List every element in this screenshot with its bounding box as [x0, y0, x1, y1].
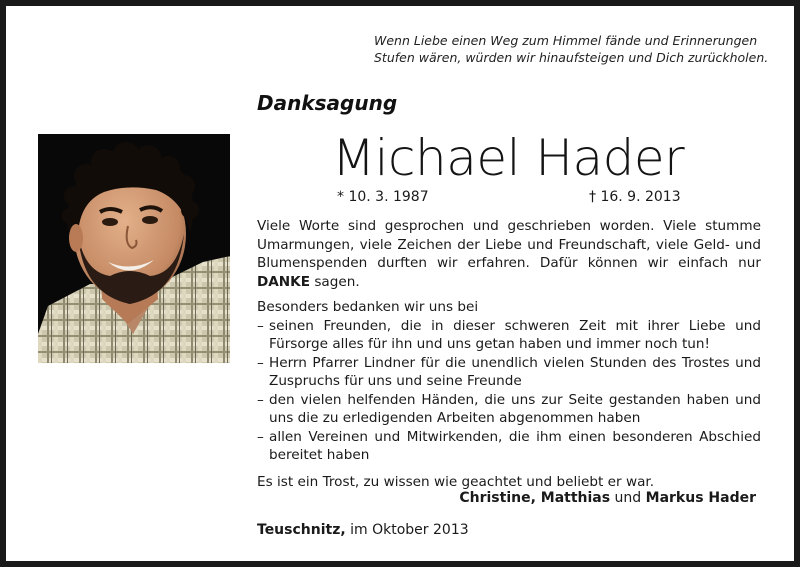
- intro-emphasis: DANKE: [257, 273, 311, 290]
- motto-line-1: Wenn Liebe einen Weg zum Himmel fände und Erinnerungen: [374, 33, 758, 48]
- motto-quote: [374, 32, 774, 66]
- thanks-item: – Herrn Pfarrer Lindner für die unendlich vielen Stunden des Trostes und Zuspruchs für uns und seine Freunde: [257, 354, 761, 391]
- birth-date: * 10. 3. 1987: [337, 189, 429, 205]
- thank-you-text: [257, 217, 761, 491]
- closing-sentence: Es ist ein Trost, zu wissen wie geachtet und beliebt er war.: [257, 473, 655, 490]
- portrait-photo: [38, 134, 230, 363]
- intro-paragraph: [257, 217, 761, 291]
- signature-names: Christine, Matthias: [459, 490, 611, 506]
- motto-line-2: Stufen wären, würden wir hinaufsteigen und Dich zurückholen.: [374, 50, 769, 65]
- thanks-intro: Besonders bedanken wir uns bei: [257, 299, 479, 315]
- place: Teuschnitz,: [257, 522, 346, 538]
- signature-last: Markus Hader: [645, 490, 756, 506]
- signature-joiner: und: [610, 490, 646, 506]
- intro-text: Viele Worte sind gesprochen und geschrieben worden. Viele stumme Umarmungen, viele Zeichen der Liebe und Freundschaft, viele Geld- und Blumenspenden durften wir erfahren. Dafür können wir einfach nur: [257, 218, 761, 271]
- date: im Oktober 2013: [345, 522, 469, 538]
- thanks-item: – seinen Freunden, die in dieser schweren Zeit mit ihrer Liebe und Fürsorge alles für ihn und uns getan haben und immer noch tun!: [257, 317, 761, 354]
- death-date: † 16. 9. 2013: [589, 189, 681, 205]
- intro-tail: sagen.: [310, 273, 360, 290]
- thanks-item: – den vielen helfenden Händen, die uns zur Seite gestanden haben und uns die zu erledigenden Arbeiten abgenommen haben: [257, 391, 761, 428]
- thanks-item: – allen Vereinen und Mitwirkenden, die ihm einen besonderen Abschied bereitet haben: [257, 428, 761, 465]
- place-date: [257, 522, 469, 538]
- notice-heading: Danksagung: [257, 91, 398, 115]
- deceased-name: Michael Hader: [332, 129, 685, 187]
- signature: [459, 490, 756, 506]
- thanks-list: [257, 317, 761, 465]
